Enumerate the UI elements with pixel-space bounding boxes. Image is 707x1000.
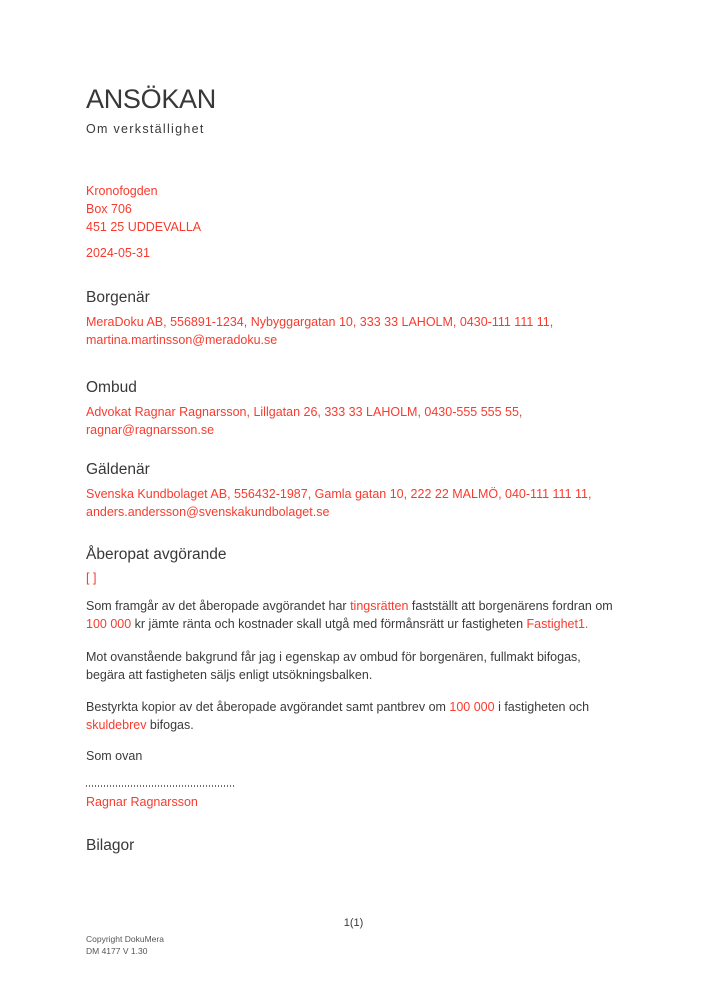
recipient-city: 451 25 UDDEVALLA	[86, 220, 202, 234]
section-heading-galdenar: Gäldenär	[86, 461, 150, 478]
borgenar-contact-block	[86, 313, 622, 349]
document-date: 2024-05-31	[86, 246, 150, 260]
section-heading-aberopat-avgorande: Åberopat avgörande	[86, 546, 227, 563]
placeholder-field-text: tingsrätten	[350, 599, 409, 613]
section-heading-bilagor: Bilagor	[86, 837, 135, 854]
body-text: Mot ovanstående bakgrund får jag i egenskap av ombud för borgenären, fullmakt bifogas, begära att fastigheten säljs enligt utsökningsbalken.	[86, 650, 581, 682]
ombud-contact-line: Advokat Ragnar Ragnarsson, Lillgatan 26, 333 33 LAHOLM, 0430-555 555 55,	[86, 405, 523, 419]
closing-phrase: Som ovan	[86, 749, 143, 763]
body-text: kr jämte ränta och kostnader skall utgå med förmånsrätt ur fastigheten	[131, 617, 527, 631]
section-heading-borgenar: Borgenär	[86, 289, 150, 306]
body-paragraph-fordran	[86, 597, 622, 633]
placeholder-field-text: 100 000	[449, 700, 495, 714]
recipient-name: Kronofogden	[86, 184, 158, 198]
signature-line	[86, 785, 234, 787]
aberopat-placeholder-brackets: [ ]	[86, 571, 97, 585]
section-heading-ombud: Ombud	[86, 379, 137, 396]
body-text: Som framgår av det åberopade avgörandet har	[86, 599, 351, 613]
body-paragraph-begaran	[86, 648, 622, 684]
copyright-line: Copyright DokuMera	[86, 934, 164, 944]
ombud-contact-block	[86, 403, 622, 439]
galdenar-contact-block	[86, 485, 622, 521]
ombud-contact-email: ragnar@ragnarsson.se	[86, 423, 215, 437]
signature-name: Ragnar Ragnarsson	[86, 795, 198, 809]
borgenar-contact-line: MeraDoku AB, 556891-1234, Nybyggargatan 10, 333 33 LAHOLM, 0430-111 111 11,	[86, 315, 554, 329]
body-paragraph-bilagor-kopior	[86, 698, 622, 734]
borgenar-contact-email: martina.martinsson@meradoku.se	[86, 333, 278, 347]
galdenar-contact-line: Svenska Kundbolaget AB, 556432-1987, Gamla gatan 10, 222 22 MALMÖ, 040-111 111 11,	[86, 487, 592, 501]
copyright-block	[86, 933, 164, 957]
placeholder-field-text: Fastighet1.	[526, 617, 589, 631]
document-subtitle: Om verkställighet	[86, 122, 205, 136]
galdenar-contact-email: anders.andersson@svenskakundbolaget.se	[86, 505, 330, 519]
body-text: fastställt att borgenärens fordran om	[408, 599, 613, 613]
document-title: ANSÖKAN	[86, 84, 216, 114]
placeholder-field-text: skuldebrev	[86, 718, 147, 732]
body-text: Bestyrkta kopior av det åberopade avgörandet samt pantbrev om	[86, 700, 450, 714]
document-version: DM 4177 V 1.30	[86, 946, 148, 956]
body-text: i fastigheten och	[494, 700, 590, 714]
placeholder-field-text: 100 000	[86, 617, 132, 631]
page-number: 1(1)	[343, 917, 364, 929]
recipient-address-block	[86, 182, 622, 236]
recipient-box: Box 706	[86, 202, 132, 216]
body-text: bifogas.	[146, 718, 194, 732]
